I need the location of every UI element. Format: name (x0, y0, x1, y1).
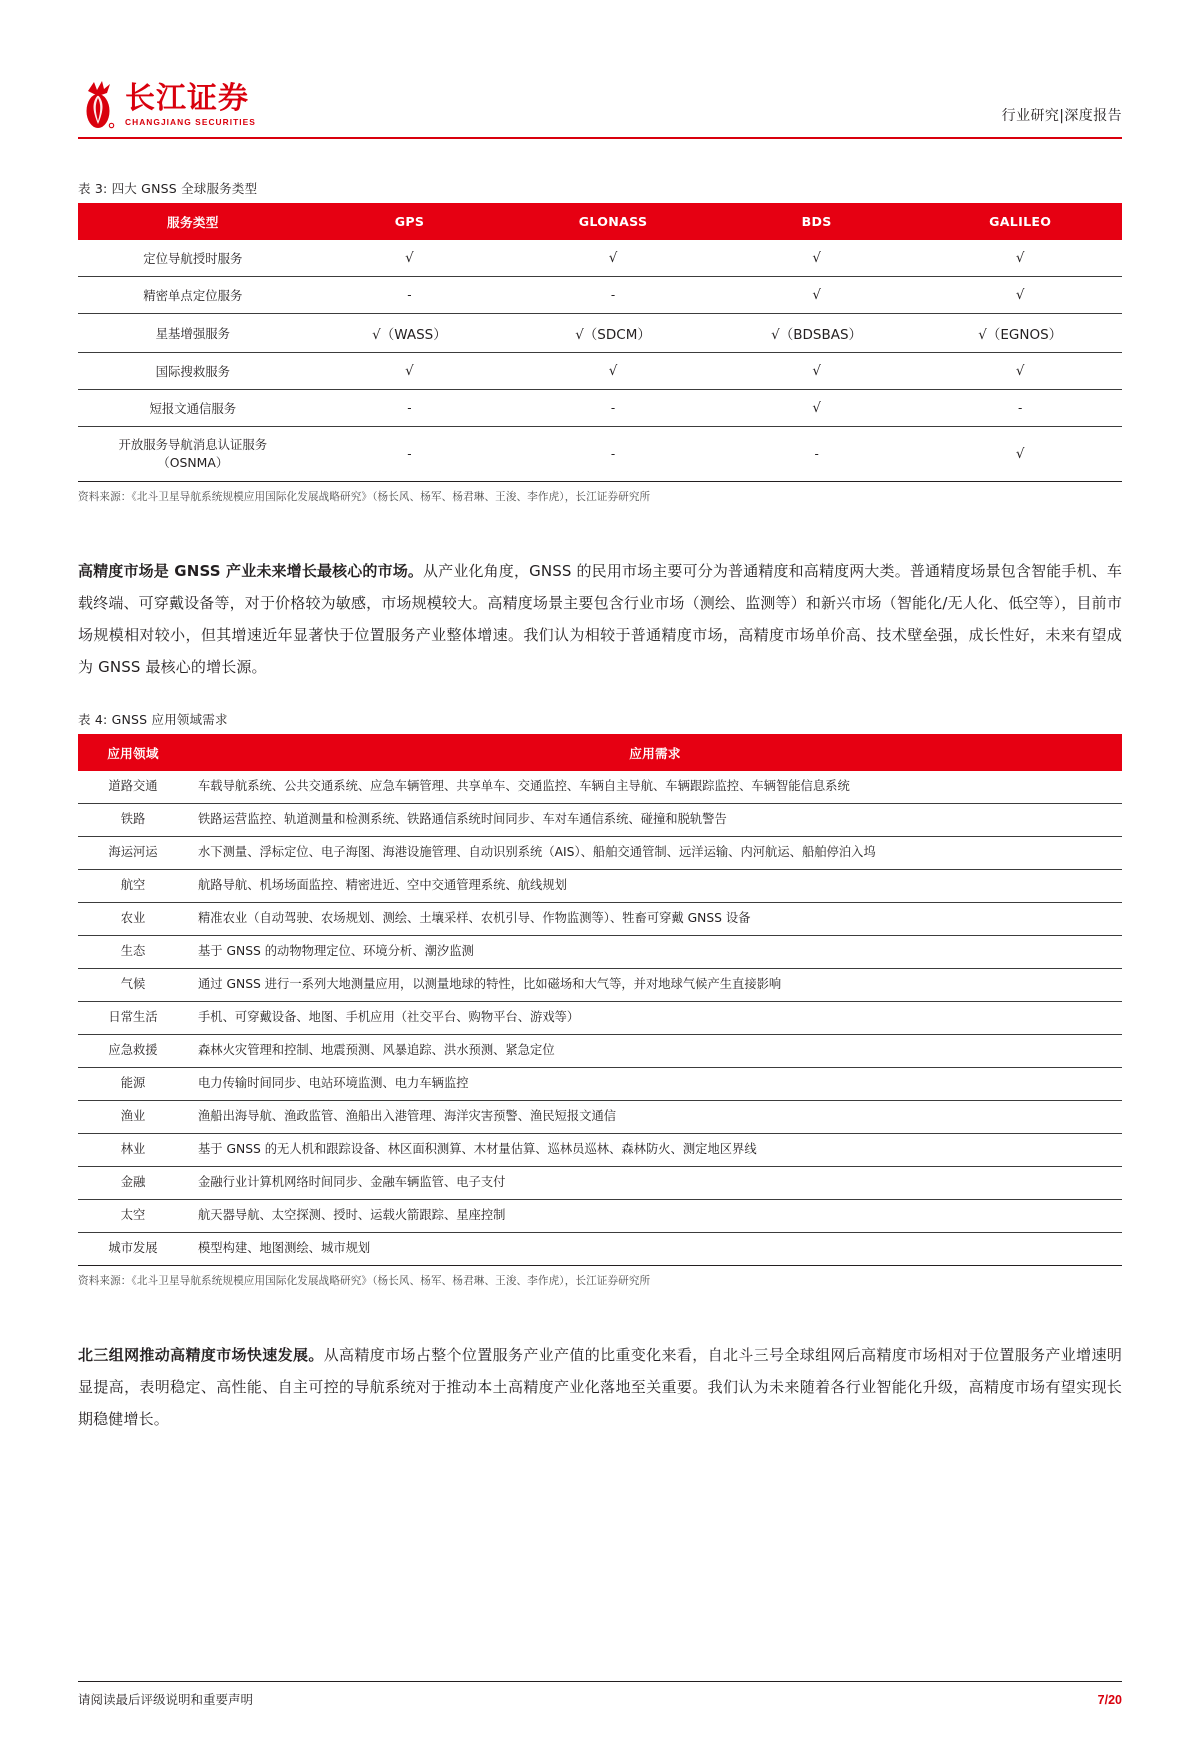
table3-col-service: 服务类型 (78, 203, 308, 240)
table4-caption: 表 4: GNSS 应用领域需求 (78, 711, 228, 727)
paragraph2-lead: 北三组网推动高精度市场快速发展。 (78, 1345, 324, 1364)
table4-field: 应急救援 (78, 1034, 188, 1067)
table4-field: 日常生活 (78, 1001, 188, 1034)
table3-col-bds: BDS (715, 203, 919, 240)
paragraph2-body: 从高精度市场占整个位置服务产业产值的比重变化来看，自北斗三号全球组网后高精度市场相对于位置服务产业增速明显提高，表明稳定、高性能、自主可控的导航系统对于推动本土高精度产业化落地至关重要。我们认为未来随着各行业智能化升级，高精度市场有望实现长期稳健增长。 (78, 1345, 1122, 1428)
report-page (0, 62, 1200, 1760)
table4-need: 航天器导航、太空探测、授时、运载火箭跟踪、星座控制 (188, 1199, 1122, 1232)
table4-field: 航空 (78, 869, 188, 902)
table3-service-label: 精密单点定位服务 (78, 277, 308, 314)
table4-body (78, 771, 1122, 1265)
table4-field: 金融 (78, 1166, 188, 1199)
table3-cell: √ (308, 240, 512, 277)
table4-need: 模型构建、地图测绘、城市规划 (188, 1232, 1122, 1265)
table3-source: 资料来源：《北斗卫星导航系统规模应用国际化发展战略研究》（杨长风、杨军、杨君琳、王浚、李作虎），长江证券研究所 (78, 491, 651, 504)
table3-col-gps: GPS (308, 203, 512, 240)
table3-cell: - (715, 427, 919, 482)
table4-need: 森林火灾管理和控制、地震预测、风暴追踪、洪水预测、紧急定位 (188, 1034, 1122, 1067)
paragraph-high-precision-market (78, 556, 1122, 684)
table3-cell: √（BDSBAS） (715, 314, 919, 353)
table-gnss-application-demand (78, 734, 1122, 1266)
table4-need: 水下测量、浮标定位、电子海图、海港设施管理、自动识别系统（AIS）、船舶交通管制、远洋运输、内河航运、船舶停泊入坞 (188, 836, 1122, 869)
table3-cell: - (308, 390, 512, 427)
page-number: 7/20 (1097, 1693, 1122, 1707)
table4-field: 城市发展 (78, 1232, 188, 1265)
table-row (78, 803, 1122, 836)
table3-cell: √（SDCM） (511, 314, 715, 353)
table4-need: 铁路运营监控、轨道测量和检测系统、铁路通信系统时间同步、车对车通信系统、碰撞和脱轨警告 (188, 803, 1122, 836)
table-row (78, 968, 1122, 1001)
table3-caption: 表 3: 四大 GNSS 全球服务类型 (78, 181, 258, 197)
paragraph1-lead: 高精度市场是 GNSS 产业未来增长最核心的市场。 (78, 562, 424, 581)
table3-col-glonass: GLONASS (511, 203, 715, 240)
table-row (78, 277, 1122, 314)
table4-field: 海运河运 (78, 836, 188, 869)
table4-need: 车载导航系统、公共交通系统、应急车辆管理、共享单车、交通监控、车辆自主导航、车辆跟踪监控、车辆智能信息系统 (188, 771, 1122, 803)
table-row (78, 1100, 1122, 1133)
table3-cell: √ (511, 240, 715, 277)
table3-cell: - (511, 427, 715, 482)
table-row (78, 1232, 1122, 1265)
table4-col-need: 应用需求 (188, 734, 1122, 771)
table3-header-row (78, 203, 1122, 240)
table3-cell: √（WASS） (308, 314, 512, 353)
footer-divider (78, 1681, 1122, 1682)
table3-cell: √ (308, 353, 512, 390)
table3-cell: √ (715, 240, 919, 277)
brand-name-en: CHANGJIANG SECURITIES (125, 116, 256, 127)
table4-field: 农业 (78, 902, 188, 935)
table3-cell: - (918, 390, 1122, 427)
table-row (78, 935, 1122, 968)
table4-header-row (78, 734, 1122, 771)
table-row (78, 1199, 1122, 1232)
table3-cell: √ (918, 277, 1122, 314)
table3-col-galileo: GALILEO (918, 203, 1122, 240)
changjiang-logo-icon (78, 80, 118, 130)
table3-cell: √ (918, 240, 1122, 277)
table-row (78, 869, 1122, 902)
report-type-label: 行业研究|深度报告 (1001, 108, 1122, 124)
table4-need: 基于 GNSS 的无人机和跟踪设备、林区面积测算、木材量估算、巡林员巡林、森林防火、测定地区界线 (188, 1133, 1122, 1166)
table-row (78, 240, 1122, 277)
table-gnss-service-types (78, 203, 1122, 482)
table3-cell: - (511, 390, 715, 427)
table4-field: 铁路 (78, 803, 188, 836)
paragraph1-body: 从产业化角度，GNSS 的民用市场主要可分为普通精度和高精度两大类。普通精度场景包含智能手机、车载终端、可穿戴设备等，对于价格较为敏感，市场规模较大。高精度场景主要包含行业市场（测绘、监测等）和新兴市场（智能化/无人化、低空等），目前市场规模相对较小，但其增速近年显著快于位置服务产业整体增速。我们认为相较于普通精度市场，高精度市场单价高、技术壁垒强，成长性好，未来有望成为 GNSS 最核心的增长源。 (78, 562, 1122, 676)
brand-logo (78, 80, 256, 134)
table4-need: 航路导航、机场场面监控、精密进近、空中交通管理系统、航线规划 (188, 869, 1122, 902)
table-row (78, 1166, 1122, 1199)
page-header (78, 62, 1122, 134)
table4-field: 林业 (78, 1133, 188, 1166)
table4-field: 气候 (78, 968, 188, 1001)
table3-service-label: 定位导航授时服务 (78, 240, 308, 277)
table-row (78, 1067, 1122, 1100)
table3-cell: √ (715, 353, 919, 390)
table3-service-label: 星基增强服务 (78, 314, 308, 353)
table3-body (78, 240, 1122, 481)
table4-field: 太空 (78, 1199, 188, 1232)
table-row (78, 902, 1122, 935)
brand-name-cn: 长江证券 (125, 81, 249, 116)
table-row (78, 1133, 1122, 1166)
table4-field: 生态 (78, 935, 188, 968)
table-row (78, 353, 1122, 390)
table4-need: 通过 GNSS 进行一系列大地测量应用，以测量地球的特性，比如磁场和大气等，并对地球气候产生直接影响 (188, 968, 1122, 1001)
table3-service-label: 短报文通信服务 (78, 390, 308, 427)
table4-need: 渔船出海导航、渔政监管、渔船出入港管理、海洋灾害预警、渔民短报文通信 (188, 1100, 1122, 1133)
table4-col-field: 应用领域 (78, 734, 188, 771)
page-footer (78, 1681, 1122, 1708)
table4-field: 道路交通 (78, 771, 188, 803)
table4-need: 金融行业计算机网络时间同步、金融车辆监管、电子支付 (188, 1166, 1122, 1199)
table3-cell: - (511, 277, 715, 314)
table-row (78, 427, 1122, 482)
table4-wrap (78, 710, 1122, 1288)
paragraph-beidou3-network (78, 1340, 1122, 1436)
table-row (78, 314, 1122, 353)
table4-need: 精准农业（自动驾驶、农场规划、测绘、土壤采样、农机引导、作物监测等）、牲畜可穿戴 GNSS 设备 (188, 902, 1122, 935)
page-content (78, 139, 1122, 1435)
table-row (78, 1001, 1122, 1034)
table-row (78, 1034, 1122, 1067)
table3-service-label: 开放服务导航消息认证服务 （OSNMA） (78, 427, 308, 482)
table3-service-label: 国际搜救服务 (78, 353, 308, 390)
table3-cell: √（EGNOS） (918, 314, 1122, 353)
table4-field: 渔业 (78, 1100, 188, 1133)
table4-need: 手机、可穿戴设备、地图、手机应用（社交平台、购物平台、游戏等） (188, 1001, 1122, 1034)
table4-source: 资料来源：《北斗卫星导航系统规模应用国际化发展战略研究》（杨长风、杨军、杨君琳、王浚、李作虎），长江证券研究所 (78, 1274, 651, 1287)
footer-disclaimer: 请阅读最后评级说明和重要声明 (78, 1692, 254, 1707)
table3-cell: √ (918, 353, 1122, 390)
table3-cell: √ (918, 427, 1122, 482)
table3-cell: √ (511, 353, 715, 390)
table4-need: 基于 GNSS 的动物物理定位、环境分析、潮汐监测 (188, 935, 1122, 968)
table3-cell: √ (715, 277, 919, 314)
table3-cell: √ (715, 390, 919, 427)
table-row (78, 836, 1122, 869)
table-row (78, 771, 1122, 803)
table-row (78, 390, 1122, 427)
table4-need: 电力传输时间同步、电站环境监测、电力车辆监控 (188, 1067, 1122, 1100)
table4-field: 能源 (78, 1067, 188, 1100)
table3-cell: - (308, 277, 512, 314)
table3-cell: - (308, 427, 512, 482)
